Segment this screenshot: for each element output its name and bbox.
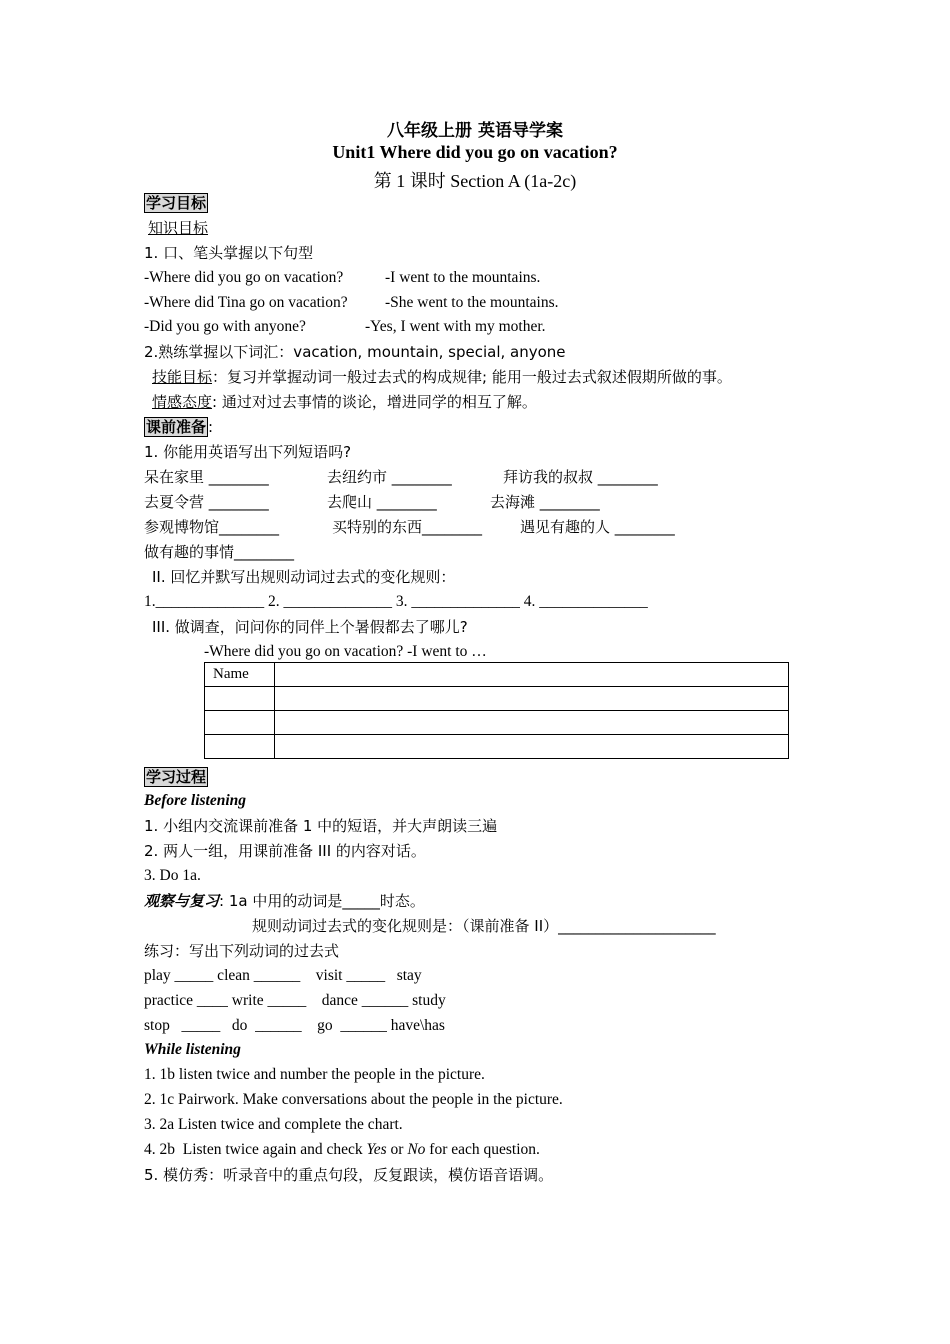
observe-label: 观察与复习 xyxy=(144,892,220,910)
w4-or: or xyxy=(386,1141,408,1158)
goal-item-2: 2.熟练掌握以下词汇：vacation, mountain, special, anyone xyxy=(144,343,566,361)
table-cell[interactable] xyxy=(205,735,275,759)
skill-goal xyxy=(152,367,732,387)
phrase-stay-home: 呆在家里 ________ xyxy=(144,468,269,486)
prep-heading: 课前准备 xyxy=(146,418,207,436)
while-item-2: 2. 1c Pairwork. Make conversations about the people in the picture. xyxy=(144,1091,563,1108)
w4-yes: Yes xyxy=(366,1141,387,1158)
survey-table xyxy=(204,662,789,759)
before-item-1: 1. 小组内交流课前准备 1 中的短语，并大声朗读三遍 xyxy=(144,817,498,835)
process-heading: 学习过程 xyxy=(146,768,207,786)
observe-review xyxy=(144,891,425,911)
rule-line: 规则动词过去式的变化规则是：（课前准备 II）_____________________ xyxy=(252,917,716,935)
survey-dialog: -Where did you go on vacation? -I went to … xyxy=(204,643,487,660)
verbs-row-2: practice ____ write _____ dance ______ study xyxy=(144,992,446,1009)
knowledge-label: 知识目标 xyxy=(148,219,209,237)
phrase-summer-camp: 去夏令营 ________ xyxy=(144,493,269,511)
table-row xyxy=(205,735,789,759)
emotion-text: : 通过对过去事情的谈论，增进同学的相互了解。 xyxy=(212,393,537,411)
table-row xyxy=(205,687,789,711)
prep-question-2: II. 回忆并默写出规则动词过去式的变化规则： xyxy=(152,568,456,586)
goals-heading: 学习目标 xyxy=(146,194,207,212)
before-item-2: 2. 两人一组，用课前准备 III 的内容对话。 xyxy=(144,842,426,860)
w4-pre: 4. 2b Listen twice again and check xyxy=(144,1141,367,1158)
verbs-row-3: stop _____ do ______ go ______ have\has xyxy=(144,1017,445,1034)
phrase-visit-uncle: 拜访我的叔叔 ________ xyxy=(503,468,658,486)
prep-heading-row xyxy=(144,417,213,437)
emotion-goal xyxy=(152,392,537,412)
table-cell[interactable] xyxy=(275,735,789,759)
table-cell[interactable] xyxy=(275,711,789,735)
phrase-interesting-things: 做有趣的事情________ xyxy=(144,543,295,561)
table-cell[interactable] xyxy=(275,687,789,711)
table-header-name: Name xyxy=(205,663,275,687)
phrase-museum: 参观博物馆________ xyxy=(144,518,280,536)
prep-heading-colon: : xyxy=(208,418,214,436)
w4-post: for each question. xyxy=(425,1141,540,1158)
before-item-3: 3. Do 1a. xyxy=(144,867,201,884)
sentence-q2: -Where did Tina go on vacation? xyxy=(144,294,348,311)
phrase-new-york: 去纽约市 ________ xyxy=(327,468,452,486)
phrase-special: 买特别的东西________ xyxy=(332,518,483,536)
skill-label: 技能目标 xyxy=(152,368,213,386)
practice-heading: 练习：写出下列动词的过去式 xyxy=(144,942,340,960)
table-row xyxy=(205,663,789,687)
while-listening-heading: While listening xyxy=(144,1041,241,1058)
sentence-a3: -Yes, I went with my mother. xyxy=(365,318,546,335)
skill-text: ：复习并掌握动词一般过去式的构成规律; 能用一般过去式叙述假期所做的事。 xyxy=(212,368,732,386)
before-listening-heading: Before listening xyxy=(144,792,247,809)
emotion-label: 情感态度 xyxy=(152,393,213,411)
phrase-beach: 去海滩 ________ xyxy=(490,493,600,511)
while-item-1: 1. 1b listen twice and number the people in the picture. xyxy=(144,1066,485,1083)
goals-heading-row xyxy=(144,193,208,213)
knowledge-goal xyxy=(148,218,208,238)
observe-text: : 1a 中用的动词是_____时态。 xyxy=(219,892,425,910)
document-title: 八年级上册 英语导学案 xyxy=(387,121,563,141)
sentence-q3: -Did you go with anyone? xyxy=(144,318,306,335)
while-item-4 xyxy=(144,1140,540,1160)
rule-blanks: 1.______________ 2. ______________ 3. ______________ 4. ______________ xyxy=(144,593,648,610)
table-row xyxy=(205,711,789,735)
sentence-a2: -She went to the mountains. xyxy=(385,294,559,311)
table-cell[interactable] xyxy=(205,711,275,735)
prep-question-3: III. 做调查，问问你的同伴上个暑假都去了哪儿? xyxy=(152,618,468,636)
phrase-interesting-people: 遇见有趣的人 ________ xyxy=(520,518,675,536)
phrase-mountains: 去爬山 ________ xyxy=(327,493,437,511)
unit-title: Unit1 Where did you go on vacation? xyxy=(332,142,618,162)
sentence-a1: -I went to the mountains. xyxy=(385,269,541,286)
process-heading-row xyxy=(144,767,208,787)
lesson-title: 第 1 课时 Section A (1a-2c) xyxy=(373,171,577,191)
goal-item-1: 1. 口、笔头掌握以下句型 xyxy=(144,244,314,262)
while-item-3: 3. 2a Listen twice and complete the chart. xyxy=(144,1116,403,1133)
while-item-5: 5. 模仿秀：听录音中的重点句段，反复跟读，模仿语音语调。 xyxy=(144,1166,554,1184)
table-cell[interactable] xyxy=(275,663,789,687)
prep-question-1: 1. 你能用英语写出下列短语吗? xyxy=(144,443,352,461)
sentence-q1: -Where did you go on vacation? xyxy=(144,269,344,286)
w4-no: No xyxy=(407,1141,426,1158)
table-cell[interactable] xyxy=(205,687,275,711)
verbs-row-1: play _____ clean ______ visit _____ stay xyxy=(144,967,422,984)
